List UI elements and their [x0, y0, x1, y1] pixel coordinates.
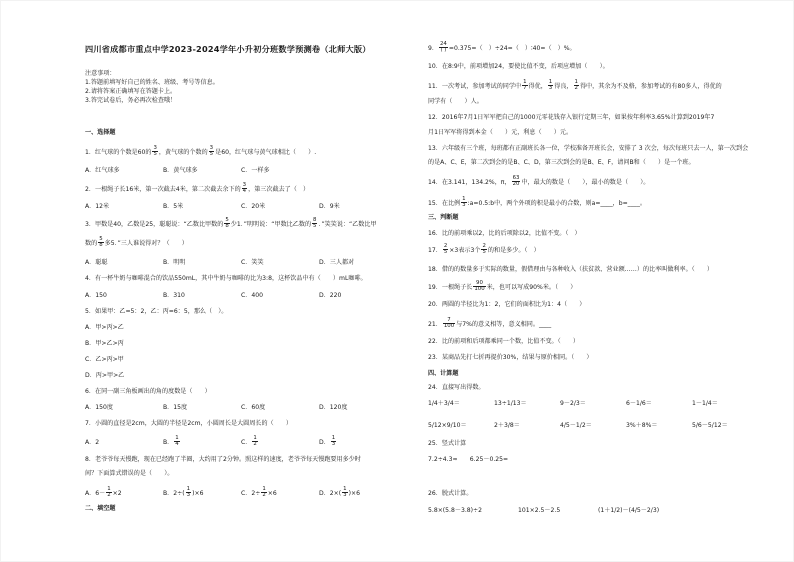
question-8-options [85, 487, 360, 499]
section-heading: 一、选择题 [85, 129, 116, 136]
option: B．5米 [163, 203, 184, 210]
question-12: 12．2016年7月1日军军把自己的1000元零花钱存入银行定期三年，如果按年利率3.65%计算到2019年7 [428, 114, 715, 121]
option: B．310 [163, 292, 185, 299]
question-18: 18．借的的数量多于实际的数量，假借理由与各种收入（扶贫款、营业额……）的比率叫做利率。（ ） [428, 266, 714, 273]
calc-row-2 [428, 422, 768, 430]
option: A．红气球多 [85, 167, 120, 174]
question-1-options [85, 167, 270, 175]
option: C．一样多 [241, 167, 270, 174]
calc-item: 4/5－1/2＝ [560, 422, 592, 429]
calc-item: 6－1/6＝ [626, 400, 652, 407]
question-2: 2．一根绳子长16米，第一次截去4米，第二次截去余下的 $\frac{3}{4}$ ，第三次截去了（ ） [85, 182, 310, 195]
section-heading: 四、计算题 [428, 370, 459, 377]
calc-item: 13÷1/13＝ [494, 400, 527, 407]
calc-row-1 [428, 400, 768, 408]
option: A．6－ $\frac{1}{2}$ ×2 [85, 486, 122, 499]
question-16: 16．比的前项乘以2，比的后项除以2，比值不变。（ ） [428, 230, 581, 237]
question-8: 8．老爷爷每天慢跑，现在已经跑了半圈，大约用了2分钟。照这样的速度，老爷爷每天慢跑要用多少时 [85, 456, 361, 463]
fraction: $\frac{5}{8}$ [99, 236, 103, 249]
question-4-options [85, 292, 341, 300]
question-26: 26．脱式计算。 [428, 490, 473, 497]
option: C．20米 [241, 203, 266, 210]
option: D．9米 [319, 203, 340, 210]
question-4: 4．有一杯牛奶与咖啡混合的饮品550mL，其中牛奶与咖啡的比为3:8，这杯饮品中有（ ）mL咖啡。 [85, 275, 367, 282]
notice-item: 3.答完试卷后，务必再次检查哦！ [85, 97, 177, 104]
option: A．2 [85, 438, 100, 446]
calc-item: 2＋3/8＝ [494, 422, 520, 429]
option: B．甲>乙>丙 [85, 340, 124, 347]
question-25: 25．竖式计算 [428, 440, 467, 447]
question-13: 13．六年级有三个班，每班都有正副班长各一位，学校准备开班长会，安排了 3 次会，每次每班只去一人，第一次到会 [428, 145, 749, 152]
calc-item: 1/4＋3/4＝ [428, 400, 460, 407]
notice-heading: 注意事项： [85, 70, 116, 77]
question-5: 5．如果甲：乙=5：2，乙：丙=6：5，那么（ ）。 [85, 308, 228, 315]
question-20: 20．两圆的半径比为1：2，它们的面积比为1：4（ ） [428, 301, 586, 308]
fraction: $\frac{1}{2}$ [253, 435, 257, 448]
calc-item: 101×2.5－2.5 [518, 507, 561, 514]
question-21: 21． $\frac{7}{100}$ 与7%的意义相等，意义相同。____ [428, 317, 552, 330]
question-13-cont: 的是A、C、E，第二次到会的是B、C、D，第三次到会的是B、E、F，请问B和（ ）是一个班。 [428, 159, 695, 166]
question-26-items [428, 507, 768, 515]
calc-item: 5/6－5/12＝ [692, 422, 728, 429]
section-heading: 三、判断题 [428, 214, 459, 221]
option: B． $\frac{1}{4}$ [163, 435, 179, 448]
option: C．笑笑 [241, 259, 264, 266]
option: A．150度 [85, 404, 113, 411]
fraction: $\frac{8}{5}$ [313, 217, 317, 230]
notice-item: 2.请将答案正确填写在答题卡上。 [85, 88, 177, 95]
question-3-options [85, 259, 354, 267]
calc-item: 1－1/4＝ [692, 400, 718, 407]
option: D． $\frac{1}{3}$ [319, 435, 336, 448]
option: C． $\frac{1}{2}$ [241, 435, 257, 448]
question-12-cont: 月1日军军将得到本金（ ）元，利息（ ）元。 [428, 129, 573, 136]
fraction: $\frac{5}{8}$ [225, 217, 229, 230]
option: B．黄气球多 [163, 167, 198, 174]
option: A．聪聪 [85, 259, 108, 266]
option: A．12米 [85, 203, 110, 210]
fraction: $\frac{1}{3}$ [331, 435, 336, 448]
option: D．2×( $\frac{1}{3}$ )×6 [319, 486, 360, 499]
option: A．甲>丙>乙 [85, 324, 124, 331]
question-2-options [85, 203, 340, 211]
question-3: 3．甲数是40，乙数是25，聪聪说：“乙数比甲数的 $\frac{5}{8}$ 少1．”明明说：“甲数比乙数的 $\frac{8}{5}$ ．”笑笑说：“乙数比甲 [85, 217, 377, 230]
calc-item: (1＋1/2)－(4/5－2/3) [598, 507, 660, 514]
question-7-options [85, 436, 337, 448]
fraction: $\frac{3}{5}$ [209, 145, 214, 158]
fraction: $\frac{24}{( )}$ [439, 41, 447, 54]
notice-item: 1.答题前填写好自己的姓名、班级、考号等信息。 [85, 79, 219, 86]
calc-item: 5.8×(5.8－3.8)÷2 [428, 507, 483, 514]
question-3-cont: 数的 $\frac{5}{8}$ 多5．”三人谁说得对？（ ） [85, 236, 188, 249]
question-15: 15．在比例 $\frac{1}{3}$ :a=0.5:b中，两个外项的积是最小的合数，则a=____，b=____。 [428, 196, 646, 209]
question-22: 22．比的前项和后项都乘同一个数，比值不变。（ ） [428, 338, 579, 345]
option: A．150 [85, 292, 107, 299]
question-9: 9． $\frac{24}{( )}$ =0.375=（ ）÷24=（ ）∶40=（ ）%。 [428, 41, 576, 54]
option: B．15度 [163, 404, 188, 411]
question-11-cont: 同学有（ ）人。 [428, 98, 483, 105]
option: D．丙>甲>乙 [85, 372, 125, 379]
question-24: 24．直接写出得数。 [428, 384, 485, 391]
option: C．2÷ $\frac{1}{2}$ ×6 [241, 486, 277, 499]
option: C．60度 [241, 404, 266, 411]
option: B．明明 [163, 259, 186, 266]
calc-item: 9－2/3＝ [560, 400, 586, 407]
question-11: 11．一次考试，参加考试的同学中 $\frac{1}{7}$ 得优， $\frac{1}{3}$ 得良， $\frac{1}{2}$ 得中，其余为不及格，参加考试的有80多人，得优的 [428, 79, 722, 92]
fraction: $\frac{1}{4}$ [175, 435, 179, 448]
calc-item: 5/12×9/10＝ [428, 422, 467, 429]
question-19: 19．一根绳子长 $\frac{90}{100}$ 米，也可以写成90%米。（ ） [428, 280, 577, 293]
question-10: 10．在8:9中，前项增加24，要使比值不变，后项应增加（ ）。 [428, 63, 609, 70]
option: C．400 [241, 292, 263, 299]
section-heading: 二、填空题 [85, 505, 116, 512]
fraction: $\frac{3}{4}$ [242, 182, 247, 195]
question-25-items: 7.2÷4.3≈ 6.25－0.25= [428, 456, 509, 463]
fraction: $\frac{3}{5}$ [153, 145, 157, 158]
option: B．2÷( $\frac{1}{3}$ )×6 [163, 486, 204, 499]
calc-item: 3%＋8%＝ [626, 422, 658, 429]
question-7: 7．小圆的直径是2cm，大圆的半径是2cm，小圆周长是大圆周长的（ ） [85, 420, 292, 427]
option: D．120度 [319, 404, 348, 411]
question-6: 6．在同一副三角板画出的角的度数是（ ） [85, 388, 211, 395]
question-14: 14．在3.141，134.2%，π， $\frac{63}{20}$ 中，最大的数是（ ），最小的数是（ ）。 [428, 175, 650, 188]
option: D．220 [319, 292, 342, 299]
question-17: 17． $\frac{2}{5}$ ×3表示3个 $\frac{2}{5}$ 的和是多少。（ ） [428, 243, 540, 256]
question-6-options [85, 404, 348, 412]
question-23: 23．某商品先打七折再提价30%，结果与原价相同。（ ） [428, 354, 593, 361]
page-title: 四川省成都市重点中学2023-2024学年小升初分班数学预测卷（北师大版） [85, 44, 371, 54]
question-8-cont: 间？下面算式错误的是（ ）。 [85, 470, 174, 477]
question-1: 1．红气球的个数是60的 $\frac{3}{5}$ ，黄气球的个数的 $\frac{3}{5}$ 是60，红气球与黄气球相比（ ）. [85, 145, 317, 158]
option: D．三人都对 [319, 259, 355, 266]
option: C．乙>丙>甲 [85, 356, 124, 363]
